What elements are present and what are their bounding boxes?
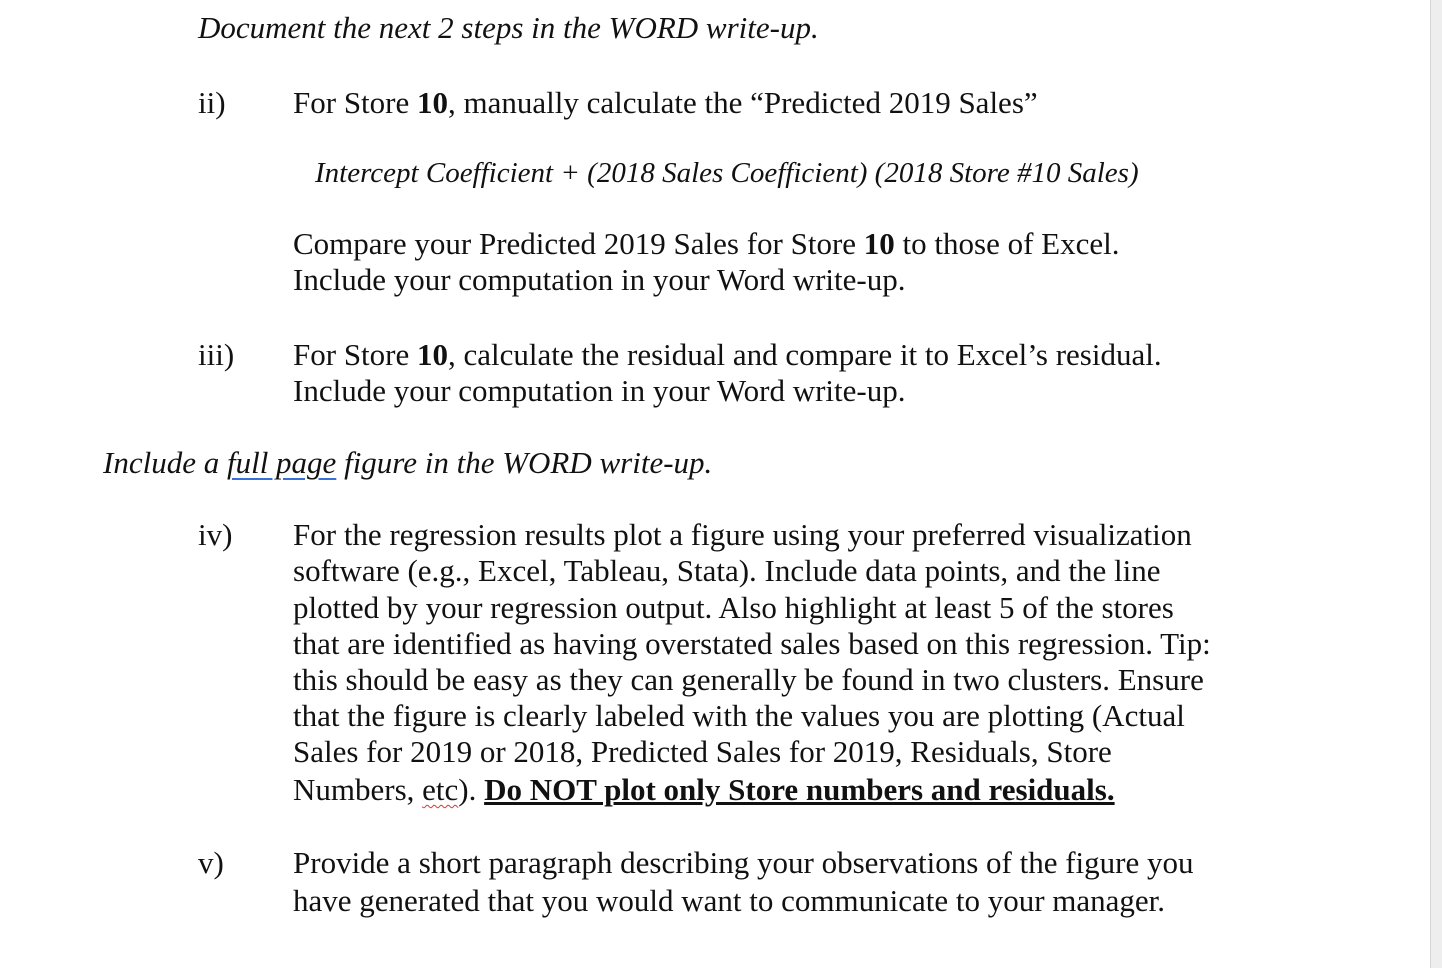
step-iv-line: that the figure is clearly labeled with the values you are plotting (Actual — [293, 698, 1185, 733]
step-v-line: have generated that you would want to communicate to your manager. — [293, 883, 1166, 918]
step-iv-line: that are identified as having overstated sales based on this regression. Tip: — [293, 626, 1211, 661]
page-scroll-edge — [1430, 0, 1442, 968]
heading-figure-pre: Include a — [103, 445, 227, 480]
section-heading-figure — [103, 445, 712, 481]
step-ii-include: Include your computation in your Word write-up. — [293, 262, 906, 297]
grammar-flagged-text[interactable]: full page — [226, 445, 337, 480]
step-iii-number: iii) — [198, 337, 235, 372]
step-iv-last-pre: Numbers, — [293, 772, 423, 807]
step-iv-line: Sales for 2019 or 2018, Predicted Sales for 2019, Residuals, Store — [293, 734, 1112, 769]
spelling-flagged-text[interactable]: etc — [422, 772, 459, 807]
step-iv-line: this should be easy as they can generally be found in two clusters. Ensure — [293, 662, 1204, 697]
step-iv-last-line — [293, 772, 1115, 808]
step-ii-text — [293, 85, 1038, 121]
step-iv-line: For the regression results plot a figure using your preferred visualization — [293, 517, 1192, 552]
step-ii-compare — [293, 226, 1120, 262]
step-v-number: v) — [198, 845, 224, 880]
step-iii-text-post: , calculate the residual and compare it to Excel’s residual. — [448, 337, 1162, 372]
step-iii-text-pre: For Store — [293, 337, 417, 372]
step-iii-text — [293, 337, 1162, 373]
step-iv-line: software (e.g., Excel, Tableau, Stata). Include data points, and the line — [293, 553, 1161, 588]
heading-figure-post: figure in the WORD write-up. — [336, 445, 713, 480]
emphasis-warning: Do NOT plot only Store numbers and residuals. — [484, 772, 1115, 807]
step-ii-compare-store: 10 — [863, 226, 895, 261]
formula: Intercept Coefficient + (2018 Sales Coefficient) (2018 Store #10 Sales) — [315, 157, 1139, 189]
step-ii-text-post: , manually calculate the “Predicted 2019 Sales” — [448, 85, 1038, 120]
step-iii-store-number: 10 — [417, 337, 448, 372]
step-iv-number: iv) — [198, 517, 233, 552]
step-v-line: Provide a short paragraph describing your observations of the figure you — [293, 845, 1194, 880]
step-iv-line: plotted by your regression output. Also highlight at least 5 of the stores — [293, 590, 1174, 625]
step-ii-store-number: 10 — [417, 85, 448, 120]
step-ii-text-pre: For Store — [293, 85, 417, 120]
section-heading-steps: Document the next 2 steps in the WORD write-up. — [198, 10, 819, 45]
step-ii-compare-post: to those of Excel. — [894, 226, 1120, 261]
step-iii-include: Include your computation in your Word write-up. — [293, 373, 906, 408]
step-ii-compare-pre: Compare your Predicted 2019 Sales for Store — [293, 226, 864, 261]
step-ii-number: ii) — [198, 85, 226, 120]
step-iv-last-mid: ). — [458, 772, 485, 807]
